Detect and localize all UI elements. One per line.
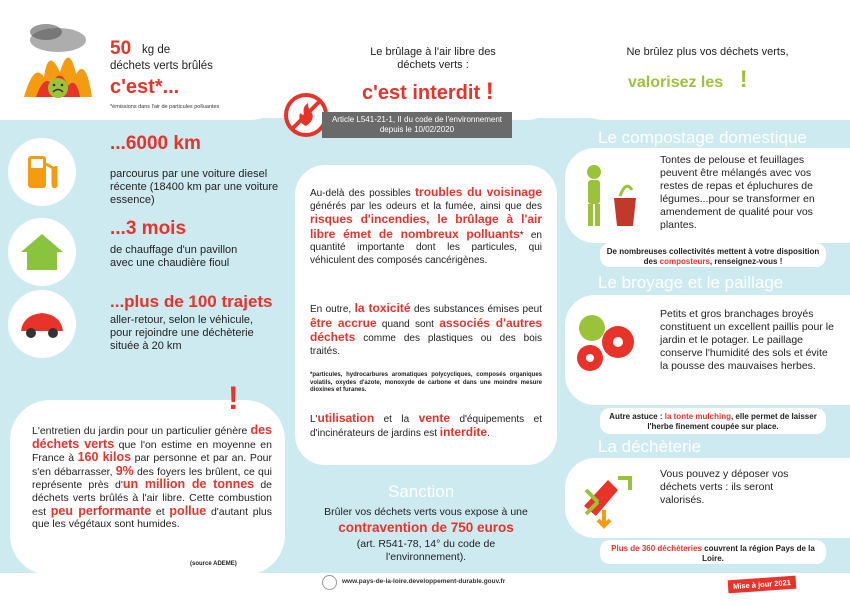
col2-p1-b: générés par les odeurs et la fumée, ainsi que des (310, 200, 542, 212)
col2-p3-b: et la (374, 414, 419, 425)
car-icon (17, 307, 67, 341)
stat3-title: ...3 mois (110, 218, 187, 239)
bottom-p5: de déchets verts brûlés à l'air libre. Cette combustion est (32, 479, 272, 518)
stat3-text: de chauffage d'un pavillon avec une chaudière fioul (110, 244, 238, 269)
broyage-note-b: , elle permet de laisser l'herbe finement coupée sur place. (647, 412, 817, 431)
broyage-title: Le broyage et le paillage (598, 273, 784, 292)
stat2-title: ...6000 km (110, 133, 201, 154)
col2-intro: Le brûlage à l'air libre des déchets verts : (370, 46, 496, 71)
fuel-pump-icon (20, 150, 64, 194)
col2-p2-a: En outre, (310, 304, 355, 315)
decheterie-text: Vous pouvez y déposer vos déchets verts : ils seront valorisés. (660, 468, 789, 506)
sanction-title: Sanction (388, 482, 455, 501)
col3-intro: Ne brûlez plus vos déchets verts, (626, 46, 789, 58)
col2-p1-c: * en quantité importante dont les particules, qui véhiculent des composés cancérigènes. (310, 229, 542, 266)
col2-p2-h2: être accrue (310, 315, 377, 330)
footer-url[interactable]: www.pays-de-la-loire.developpement-durable.gouv.fr (342, 578, 506, 585)
right-top-panel (565, 0, 850, 120)
bottom-h6: pollue (169, 503, 207, 518)
col2-footnote: *particules, hydrocarbures aromatiques polycycliques, composés organiques volatils, oxydes d'azote, monoxyde de carbone et dans une moindre mesure dioxines et furanes. (310, 372, 542, 393)
stat1-text: déchets verts brûlés (110, 60, 213, 72)
col2-p3 (310, 412, 542, 440)
valorisez-text: valorisez les (628, 74, 724, 91)
stat1-unit: kg de (142, 44, 171, 56)
bottom-p4: des foyers les brûlent, ce qui représente près d' (32, 465, 272, 492)
col2-p2-h3: associés d'autres déchets (310, 315, 542, 344)
compost-note-b: , renseignez-vous ! (709, 257, 783, 266)
bottom-h4: un million de tonnes (122, 477, 255, 492)
decheterie-note-h: Plus de 360 déchèteries (611, 544, 702, 553)
compost-note (600, 243, 826, 267)
source: (source ADEME) (190, 561, 237, 567)
decheterie-title: La déchèterie (598, 437, 702, 456)
car-circle (8, 290, 76, 358)
broyage-illustration (570, 312, 642, 376)
col3-valorisez (628, 66, 748, 94)
sanction-ref: (art. R541-78, 14° du code de l'environnement). (356, 538, 496, 563)
col2-p2-h1: la toxicité (354, 301, 411, 315)
col2-p1-h2: risques d'incendies, le brûlage à l'air libre émet de nombreux polluants (310, 212, 542, 241)
bottom-h3: 9% (115, 463, 134, 478)
col2-p2-b: des substances émises peut (410, 304, 543, 315)
compost-illustration (578, 160, 640, 230)
decheterie-illustration (578, 470, 638, 530)
bottom-h5: peu performante (50, 503, 152, 518)
compost-note-h: composteurs (659, 257, 710, 266)
globe-icon (322, 575, 337, 590)
col2-p3-c: d'équipements et d'incinérateurs de jardins est (310, 414, 542, 439)
broyage-note-a: Autre astuce : (609, 412, 665, 421)
bottom-h2: 160 kilos (77, 450, 132, 465)
col2-p3-h1: utilisation (317, 411, 375, 425)
stat1-note: *émissions dans l'air de particules polluantes (110, 104, 220, 110)
col2-p3-h3: interdite (439, 425, 488, 439)
sanction-amount: contravention de 750 euros (338, 520, 514, 535)
bottom-h1: des déchets verts (32, 423, 272, 451)
house-circle (8, 218, 76, 286)
stat1-num: 50 (110, 38, 132, 59)
valorisez-exclamation-icon: ! (739, 66, 748, 93)
bottom-paragraph (32, 424, 272, 531)
col2-p1-a: Au-delà des possibles (310, 188, 416, 199)
bottom-p2: que l'on estime en moyenne en France à (32, 438, 272, 465)
decheterie-note-b: couvrent la région Pays de la Loire. (701, 544, 815, 563)
bottom-p6: et (151, 505, 170, 518)
fire-illustration (14, 22, 102, 102)
col2-p1-h1: troubles du voisinage (415, 185, 542, 199)
article-text: Article L541-21-1, II du code de l'environnement depuis le 10/02/2020 (331, 115, 503, 134)
compost-note-a: De nombreuses collectivités mettent à votre disposition des (606, 247, 820, 266)
sanction-text: Brûler vos déchets verts vous expose à une (324, 506, 528, 518)
col2-p2-d: comme des plastiques ou des bois traités. (310, 333, 542, 357)
col2-p2 (310, 302, 542, 358)
col2-p2-c: quand sont (376, 318, 440, 330)
broyage-note-h: la tonte mulching (664, 412, 731, 421)
bottom-p7: d'autant plus que les végétaux sont humides. (32, 505, 272, 531)
broyage-text: Petits et gros branchages broyés constituent un excellent paillis pour le jardin et le potager. Le paillage conserve l'humidité des sols et évite la pousse des mauvaises herbes. (660, 308, 834, 372)
stat4-title: ...plus de 100 trajets (110, 292, 273, 311)
update-badge: Mise à jour 2021 (728, 576, 797, 594)
interdit-exclamation-icon: ! (485, 78, 494, 105)
col2-p1 (310, 186, 542, 267)
fuel-pump-circle (8, 138, 76, 206)
interdit-text: c'est interdit (362, 82, 481, 104)
compost-title: Le compostage domestique (598, 128, 807, 147)
col2-p3-a: L' (310, 414, 318, 425)
house-icon (19, 232, 65, 272)
col2-p3-d: . (487, 428, 490, 439)
decheterie-note (600, 540, 826, 564)
compost-text: Tontes de pelouse et feuillages peuvent être mélangés avec vos restes de repas et épluchures de légumes...pour se transformer en amendement de qualité pour vos plantes. (660, 154, 815, 231)
stat2-text: parcourus par une voiture diesel récente (18400 km par une voiture essence) (110, 168, 279, 206)
exclamation-icon: ! (228, 380, 239, 416)
stat1-cest: c'est*... (110, 76, 180, 98)
broyage-note (600, 408, 826, 434)
bottom-p1: L'entretien du jardin pour un particulier génère (32, 425, 251, 437)
col2-interdit (362, 78, 494, 106)
stat4-text: aller-retour, selon le véhicule, pour rejoindre une déchèterie située à 20 km (110, 314, 254, 352)
article-ribbon (322, 112, 512, 138)
col2-p3-h2: vente (418, 411, 450, 425)
bottom-p3: par personne et par an. Pour s'en débarrasser, (32, 452, 272, 478)
